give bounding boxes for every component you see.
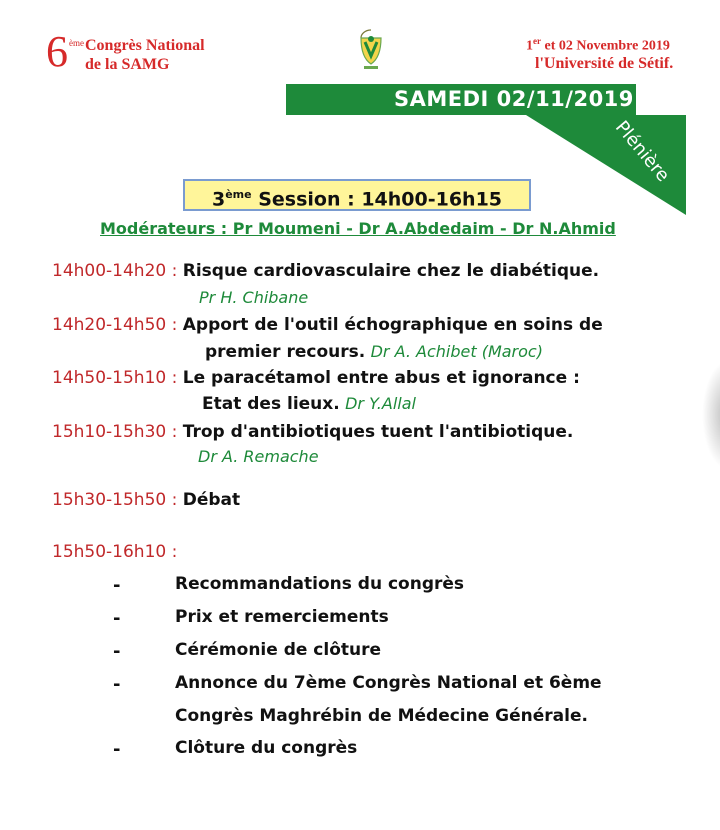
closing-item: Cérémonie de clôture bbox=[175, 640, 382, 660]
time-slot: 14h00-14h20 : bbox=[52, 261, 178, 281]
bullet-dash: - bbox=[113, 608, 121, 629]
closing-item: Clôture du congrès bbox=[175, 738, 358, 758]
samg-logo-icon bbox=[355, 26, 387, 72]
congress-subtitle: de la SAMG bbox=[85, 56, 170, 73]
time-slot: 15h30-15h50 : bbox=[52, 490, 178, 510]
speaker: Dr Y.Allal bbox=[345, 394, 416, 413]
edition-number: 6 bbox=[46, 27, 68, 76]
time-slot: 15h50-16h10 : bbox=[52, 542, 178, 562]
day-banner: SAMEDI 02/11/2019 bbox=[286, 84, 636, 115]
speaker: Dr A. Achibet (Maroc) bbox=[370, 342, 543, 361]
speaker: Dr A. Remache bbox=[198, 447, 319, 466]
program-row bbox=[52, 541, 177, 563]
closing-item: Prix et remerciements bbox=[175, 607, 389, 627]
talk-title: Trop d'antibiotiques tuent l'antibiotique. bbox=[182, 422, 574, 442]
time-slot: 14h20-14h50 : bbox=[52, 315, 178, 335]
session-box: 3ème Session : 14h00-16h15 bbox=[183, 179, 531, 211]
edition-suffix: ème bbox=[69, 38, 84, 48]
talk-title: Apport de l'outil échographique en soins de bbox=[182, 315, 603, 335]
closing-item: Annonce du 7ème Congrès National et 6ème bbox=[175, 673, 602, 693]
program-row bbox=[52, 421, 573, 443]
talk-title: Risque cardiovasculaire chez le diabétique. bbox=[182, 261, 600, 281]
congress-venue: l'Université de Sétif. bbox=[535, 55, 674, 72]
congress-title: Congrès National bbox=[85, 37, 205, 54]
talk-title: Débat bbox=[182, 490, 241, 510]
time-slot: 15h10-15h30 : bbox=[52, 422, 178, 442]
bullet-dash: - bbox=[113, 674, 121, 695]
pleniere-ribbon bbox=[526, 115, 686, 215]
bullet-dash: - bbox=[113, 575, 121, 596]
bullet-dash: - bbox=[113, 739, 121, 760]
edge-shadow bbox=[702, 360, 720, 470]
program-row bbox=[52, 314, 603, 336]
moderators-line: Modérateurs : Pr Moumeni - Dr A.Abdedaim - Dr N.Ahmid bbox=[100, 219, 616, 238]
program-row bbox=[52, 260, 599, 282]
pleniere-label: Plénière bbox=[610, 116, 674, 186]
talk-title-continued: Etat des lieux. bbox=[202, 394, 340, 414]
closing-item: Recommandations du congrès bbox=[175, 574, 465, 594]
closing-item-continued: Congrès Maghrébin de Médecine Générale. bbox=[175, 706, 588, 726]
talk-title-continued: premier recours. bbox=[205, 342, 366, 362]
congress-date: 1er et 02 Novembre 2019 bbox=[526, 36, 670, 54]
time-slot: 14h50-15h10 : bbox=[52, 368, 178, 388]
bullet-dash: - bbox=[113, 641, 121, 662]
program-row-continued bbox=[202, 393, 416, 415]
program-row bbox=[52, 489, 240, 511]
program-row bbox=[52, 367, 580, 389]
speaker: Pr H. Chibane bbox=[199, 288, 309, 307]
program-row-continued bbox=[205, 341, 543, 363]
talk-title: Le paracétamol entre abus et ignorance : bbox=[182, 368, 580, 388]
